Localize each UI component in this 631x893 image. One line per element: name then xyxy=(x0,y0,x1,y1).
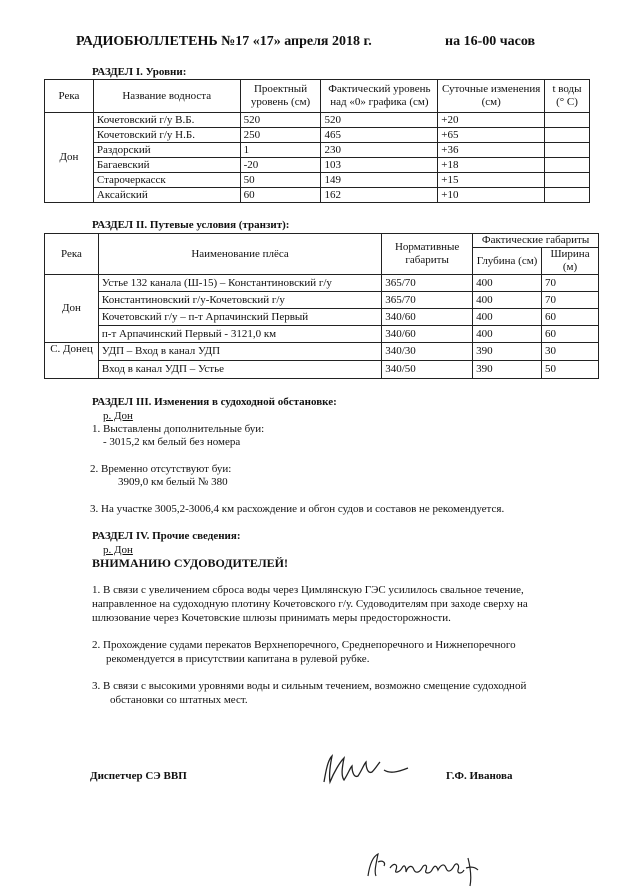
table-row-norm: 340/30 xyxy=(382,343,473,361)
table-row-temp xyxy=(545,188,590,203)
section-4-p1-line3: шлюзование через Кочетовские шлюзы принимать меры предосторожности. xyxy=(92,612,451,624)
levels-header-change: Суточные изменения (см) xyxy=(438,80,545,113)
table-row-change: +36 xyxy=(438,143,545,158)
section-3-item2-text: 3909,0 км белый № 380 xyxy=(118,476,228,488)
table-row-change: +15 xyxy=(438,173,545,188)
levels-header-temp: t воды (° С) xyxy=(545,80,590,113)
table-row-norm: 365/70 xyxy=(382,275,473,292)
levels-table xyxy=(44,79,590,203)
table-row-proj: 520 xyxy=(240,113,321,128)
table-row-name: Кочетовский г/у Н.Б. xyxy=(93,128,240,143)
section-4-p1-line2: направленное на судоходную плотину Кочетовского г/у. Судоводителям при заходе сверху на xyxy=(92,598,528,610)
table-row-change: +10 xyxy=(438,188,545,203)
table-row-change: +65 xyxy=(438,128,545,143)
table-row-reach: п-т Арпачинский Первый - 3121,0 км xyxy=(98,326,381,343)
section-4-p2-line2: рекомендуется в присутствии капитана в рулевой рубке. xyxy=(106,653,370,665)
table-row-name: Раздорский xyxy=(93,143,240,158)
table-row-fact: 230 xyxy=(321,143,438,158)
levels-header-fact: Фактический уровень над «0» графика (см) xyxy=(321,80,438,113)
table-row-reach: Кочетовский г/у – п-т Арпачинский Первый xyxy=(98,309,381,326)
dispatcher-label: Диспетчер СЭ ВВП xyxy=(90,770,187,782)
transit-header-fact: Фактические габариты xyxy=(473,234,599,248)
table-row-proj: 1 xyxy=(240,143,321,158)
section-3-item3: 3. На участке 3005,2-3006,4 км расхождение и обгон судов и составов не рекомендуется. xyxy=(90,503,505,515)
table-row-name: Аксайский xyxy=(93,188,240,203)
table-row-temp xyxy=(545,143,590,158)
table-row-depth: 390 xyxy=(473,361,542,379)
transit-header-depth: Глубина (см) xyxy=(473,248,542,275)
section-4-p3-line1: 3. В связи с высокими уровнями воды и сильным течением, возможно смещение судоходной xyxy=(92,680,527,692)
table-row-fact: 465 xyxy=(321,128,438,143)
table-row-width: 30 xyxy=(542,343,599,361)
table-row-temp xyxy=(545,158,590,173)
section-4-p3-line2: обстановки со штатных мест. xyxy=(110,694,248,706)
table-row-width: 70 xyxy=(542,292,599,309)
table-row-norm: 340/60 xyxy=(382,309,473,326)
table-row-norm: 365/70 xyxy=(382,292,473,309)
transit-header-reach: Наименование плёса xyxy=(98,234,381,275)
levels-header-river: Река xyxy=(45,80,94,113)
dispatcher-name: Г.Ф. Иванова xyxy=(446,770,513,782)
table-row-width: 60 xyxy=(542,326,599,343)
levels-header-project: Проектный уровень (см) xyxy=(240,80,321,113)
levels-header-name: Название водноста xyxy=(93,80,240,113)
table-row-depth: 390 xyxy=(473,343,542,361)
table-row-reach: Вход в канал УДП – Устье xyxy=(98,361,381,379)
table-row-depth: 400 xyxy=(473,326,542,343)
section-4-river: р. Дон xyxy=(103,544,133,556)
table-row-depth: 400 xyxy=(473,292,542,309)
section-4-title: РАЗДЕЛ IV. Прочие сведения: xyxy=(92,530,241,542)
table-row-proj: 50 xyxy=(240,173,321,188)
section-3-item1-title: 1. Выставлены дополнительные буи: xyxy=(92,423,265,435)
table-row-proj: 60 xyxy=(240,188,321,203)
transit-river-donets: С. Донец xyxy=(45,343,99,379)
section-3-item1-text: - 3015,2 км белый без номера xyxy=(103,436,241,448)
table-row-name: Кочетовский г/у В.Б. xyxy=(93,113,240,128)
table-row-temp xyxy=(545,113,590,128)
table-row-change: +20 xyxy=(438,113,545,128)
levels-river: Дон xyxy=(45,113,94,203)
attention-heading: ВНИМАНИЮ СУДОВОДИТЕЛЕЙ! xyxy=(92,556,288,570)
table-row-depth: 400 xyxy=(473,275,542,292)
table-row-reach: Устье 132 канала (Ш-15) – Константиновский г/у xyxy=(98,275,381,292)
table-row-change: +18 xyxy=(438,158,545,173)
bulletin-title: РАДИОБЮЛЛЕТЕНЬ №17 «17» апреля 2018 г. xyxy=(76,34,372,49)
table-row-proj: 250 xyxy=(240,128,321,143)
section-3-item2-title: 2. Временно отсутствуют буи: xyxy=(90,463,232,475)
table-row-name: Старочеркасск xyxy=(93,173,240,188)
table-row-fact: 103 xyxy=(321,158,438,173)
section-3-river: р. Дон xyxy=(103,410,133,422)
table-row-reach: УДП – Вход в канал УДП xyxy=(98,343,381,361)
section-3-title: РАЗДЕЛ III. Изменения в судоходной обстановке: xyxy=(92,396,337,408)
transit-river-don: Дон xyxy=(45,275,99,343)
transit-header-width: Ширина (м) xyxy=(542,248,599,275)
table-row-temp xyxy=(545,128,590,143)
section-2-title: РАЗДЕЛ II. Путевые условия (транзит): xyxy=(92,219,290,231)
table-row-fact: 520 xyxy=(321,113,438,128)
table-row-norm: 340/50 xyxy=(382,361,473,379)
transit-header-norm: Нормативные габариты xyxy=(382,234,473,275)
handwritten-note xyxy=(360,848,500,888)
table-row-width: 60 xyxy=(542,309,599,326)
table-row-temp xyxy=(545,173,590,188)
transit-table xyxy=(44,233,599,379)
bulletin-time: на 16-00 часов xyxy=(445,34,536,49)
table-row-name: Багаевский xyxy=(93,158,240,173)
table-row-norm: 340/60 xyxy=(382,326,473,343)
table-row-proj: -20 xyxy=(240,158,321,173)
table-row-width: 70 xyxy=(542,275,599,292)
table-row-width: 50 xyxy=(542,361,599,379)
table-row-fact: 162 xyxy=(321,188,438,203)
table-row-fact: 149 xyxy=(321,173,438,188)
section-1-title: РАЗДЕЛ I. Уровни: xyxy=(92,66,187,78)
table-row-reach: Константиновский г/у-Кочетовский г/у xyxy=(98,292,381,309)
transit-header-river: Река xyxy=(45,234,99,275)
section-4-p2-line1: 2. Прохождение судами перекатов Верхнепоречного, Среднепоречного и Нижнепоречного xyxy=(92,639,516,651)
signature xyxy=(318,752,418,788)
section-4-p1-line1: 1. В связи с увеличением сброса воды через Цимлянскую ГЭС усилилось свальное течение, xyxy=(92,584,524,596)
table-row-depth: 400 xyxy=(473,309,542,326)
